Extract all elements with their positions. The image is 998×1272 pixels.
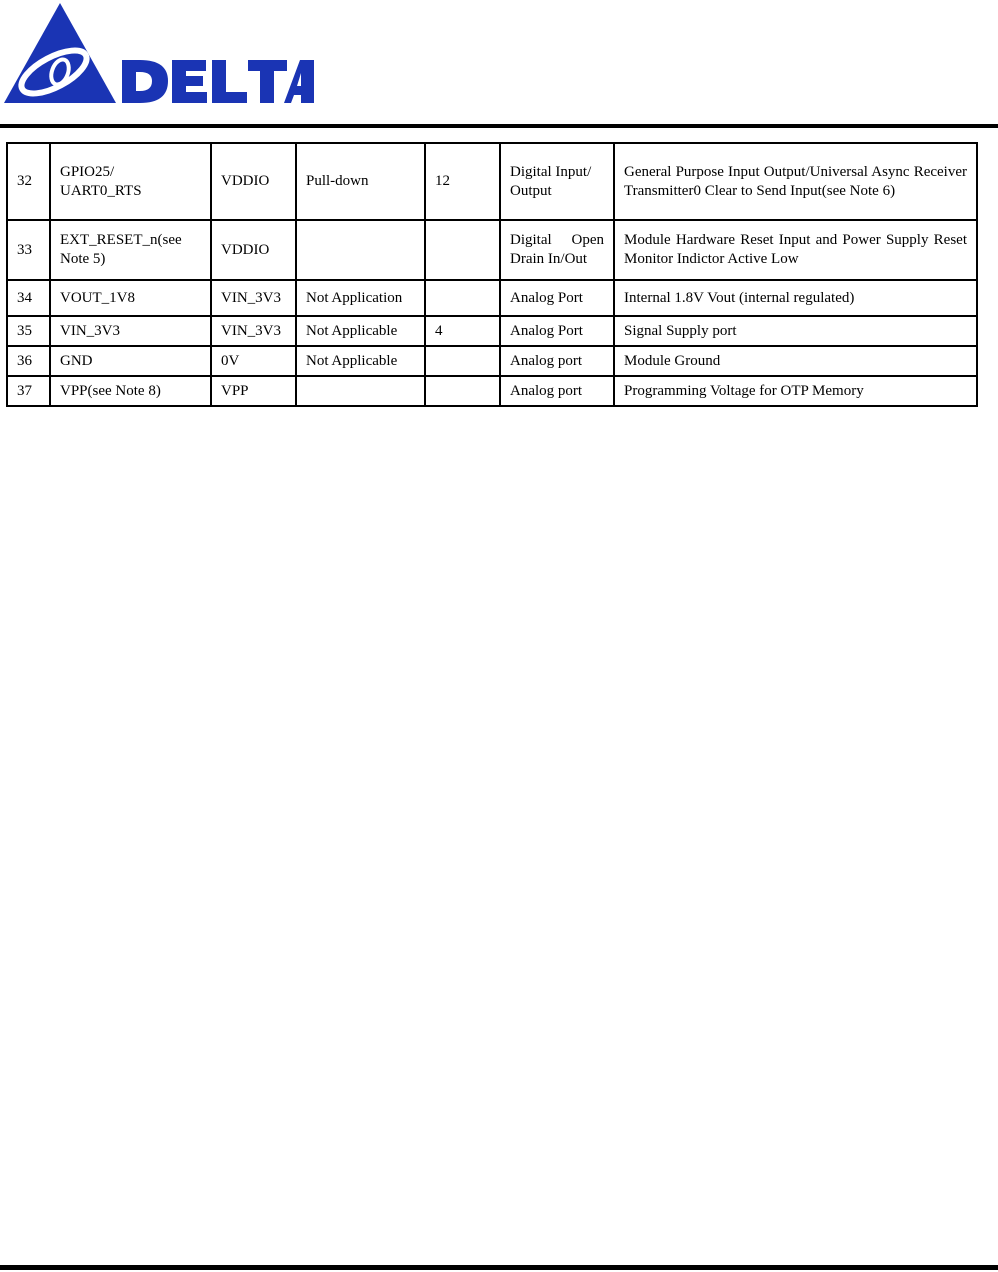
pin-domain: VIN_3V3 [211, 280, 296, 316]
table-row [7, 346, 977, 376]
pin-domain: VPP [211, 376, 296, 406]
pin-name: VPP(see Note 8) [50, 376, 211, 406]
pin-type-text: Digital Input/ Output [510, 163, 592, 199]
pin-description: Programming Voltage for OTP Memory [614, 376, 977, 406]
table-row [7, 220, 977, 280]
pin-number: 35 [7, 316, 50, 346]
pin-number: 32 [7, 143, 50, 220]
pin-type: Analog Port [500, 316, 614, 346]
pin-drive [425, 346, 500, 376]
pin-type: Analog Port [500, 280, 614, 316]
pin-type: Analog port [500, 376, 614, 406]
pin-name: GND [50, 346, 211, 376]
pin-pull: Pull-down [296, 143, 425, 220]
pin-drive: 12 [425, 143, 500, 220]
pin-pull: Not Application [296, 280, 425, 316]
pin-number: 33 [7, 220, 50, 280]
pin-name: EXT_RESET_n(see Note 5) [50, 220, 211, 280]
footer-rule [0, 1265, 998, 1270]
table-row [7, 316, 977, 346]
pin-description: Module Ground [614, 346, 977, 376]
header-rule [0, 124, 998, 128]
pin-drive [425, 280, 500, 316]
pin-number: 36 [7, 346, 50, 376]
pin-domain: 0V [211, 346, 296, 376]
logo-wordmark [122, 60, 314, 103]
pin-drive [425, 376, 500, 406]
pin-pull [296, 220, 425, 280]
pin-pull [296, 376, 425, 406]
pin-domain: VDDIO [211, 220, 296, 280]
table-row [7, 376, 977, 406]
table-row [7, 280, 977, 316]
pin-type [500, 143, 614, 220]
table-row [7, 143, 977, 220]
pin-table [6, 142, 978, 407]
pin-name: VIN_3V3 [50, 316, 211, 346]
pin-number: 34 [7, 280, 50, 316]
pin-type: Analog port [500, 346, 614, 376]
pin-type: Digital Open Drain In/Out [500, 220, 614, 280]
pin-description: General Purpose Input Output/Universal Async Receiver Transmitter0 Clear to Send Input(see Note 6) [614, 143, 977, 220]
pin-description: Internal 1.8V Vout (internal regulated) [614, 280, 977, 316]
pin-domain: VDDIO [211, 143, 296, 220]
pin-description: Module Hardware Reset Input and Power Supply Reset Monitor Indictor Active Low [614, 220, 977, 280]
delta-logo [0, 0, 318, 108]
pin-name: VOUT_1V8 [50, 280, 211, 316]
pin-domain: VIN_3V3 [211, 316, 296, 346]
pin-description: Signal Supply port [614, 316, 977, 346]
pin-name-text: GPIO25/ UART0_RTS [60, 163, 142, 199]
pin-pull: Not Applicable [296, 316, 425, 346]
pin-drive [425, 220, 500, 280]
pin-name [50, 143, 211, 220]
pin-pull: Not Applicable [296, 346, 425, 376]
pin-number: 37 [7, 376, 50, 406]
delta-logo-graphic [0, 0, 318, 108]
pin-drive: 4 [425, 316, 500, 346]
